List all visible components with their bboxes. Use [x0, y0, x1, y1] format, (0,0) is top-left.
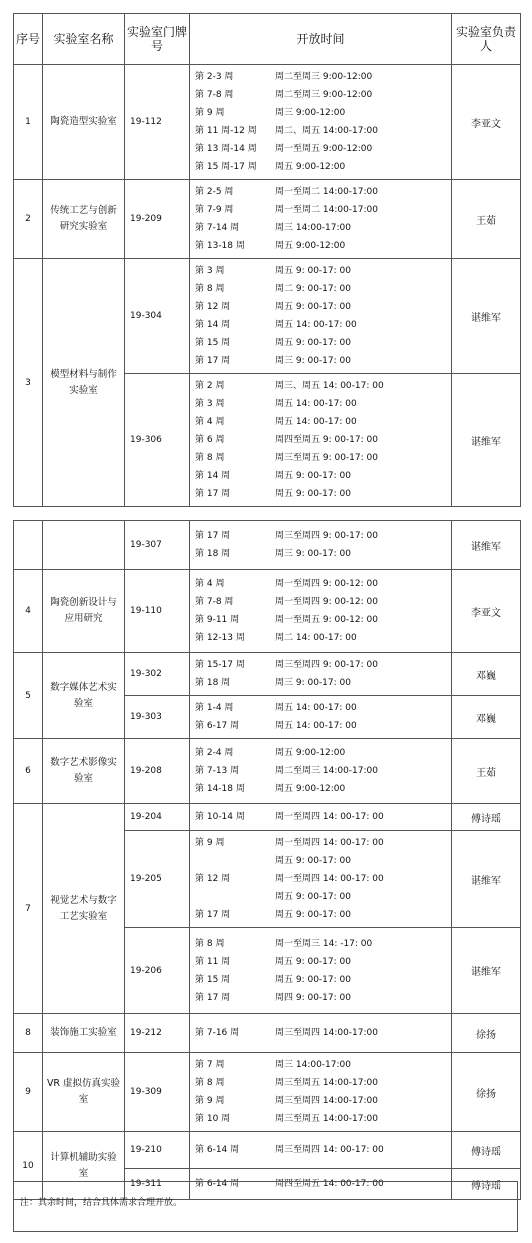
lab-name: 陶瓷创新设计与应用研究 — [43, 570, 125, 653]
manager: 谌维军 — [452, 521, 521, 570]
schedule-cell — [190, 259, 452, 374]
schedule-line — [195, 1110, 451, 1128]
schedule-line — [195, 377, 451, 395]
schedule-line — [195, 201, 451, 219]
lab-schedule-table-part1 — [13, 13, 521, 507]
schedule-days-time: 周三 9: 00-17: 00 — [275, 678, 351, 688]
manager: 邓巍 — [452, 653, 521, 696]
schedule-line — [195, 140, 451, 158]
lab-name: 模型材料与制作实验室 — [43, 259, 125, 507]
schedule-weeks: 第 1-4 周 — [195, 703, 234, 713]
schedule-weeks: 第 12-13 周 — [195, 633, 245, 643]
schedule-line — [195, 1141, 451, 1159]
schedule-line — [195, 762, 451, 780]
row-no: 10 — [14, 1132, 43, 1200]
room-number: 19-205 — [125, 831, 190, 928]
manager: 王茹 — [452, 739, 521, 804]
header-room: 实验室门牌号 — [125, 14, 190, 65]
schedule-days-time: 周四至周五 14: 00-17: 00 — [275, 1179, 384, 1189]
schedule-cell — [190, 65, 452, 180]
lab-name: 数字艺术影像实验室 — [43, 739, 125, 804]
schedule-days-time: 周五 9: 00-17: 00 — [275, 910, 351, 920]
lab-name — [43, 521, 125, 570]
schedule-weeks: 第 8 周 — [195, 938, 225, 949]
schedule-days-time: 周五 9: 00-17: 00 — [275, 471, 351, 481]
header-no: 序号 — [14, 14, 43, 65]
schedule-cell — [190, 739, 452, 804]
schedule-line — [195, 808, 451, 826]
row-no: 9 — [14, 1053, 43, 1132]
row-no: 7 — [14, 804, 43, 1014]
schedule-days-time: 周五 14: 00-17: 00 — [275, 703, 357, 713]
schedule-line — [195, 280, 451, 298]
schedule-days-time: 周三至周五 14:00-17:00 — [275, 1114, 378, 1124]
schedule-cell — [190, 653, 452, 696]
schedule-line — [195, 629, 451, 647]
manager: 谌维军 — [452, 831, 521, 928]
schedule-weeks: 第 3 周 — [195, 266, 225, 276]
schedule-line — [195, 1056, 451, 1074]
schedule-line — [195, 395, 451, 413]
schedule-days-time: 周五 9:00-12:00 — [275, 162, 346, 172]
schedule-days-time: 周三、周五 14: 00-17: 00 — [275, 381, 384, 391]
schedule-line — [195, 717, 451, 735]
schedule-weeks: 第 12 周 — [195, 302, 231, 312]
schedule-days-time: 周一至周四 9: 00-12: 00 — [275, 597, 378, 607]
schedule-weeks: 第 7-16 周 — [195, 1028, 240, 1038]
lab-name: 陶瓷造型实验室 — [43, 65, 125, 180]
schedule-line — [195, 888, 451, 906]
manager: 邓巍 — [452, 696, 521, 739]
manager: 谌维军 — [452, 374, 521, 507]
schedule-line — [195, 86, 451, 104]
room-number: 19-212 — [125, 1014, 190, 1053]
lab-name: 计算机辅助实验室 — [43, 1132, 125, 1200]
schedule-days-time: 周一至周二 14:00-17:00 — [275, 187, 378, 197]
schedule-line — [195, 449, 451, 467]
schedule-weeks: 第 18 周 — [195, 678, 231, 688]
schedule-weeks: 第 7-13 周 — [195, 766, 240, 776]
schedule-days-time: 周一至周五 9:00-12:00 — [275, 144, 373, 154]
schedule-line — [195, 989, 451, 1007]
schedule-days-time: 周二 9: 00-17: 00 — [275, 284, 351, 294]
schedule-weeks: 第 6 周 — [195, 435, 225, 445]
schedule-days-time: 周五 14: 00-17: 00 — [275, 721, 357, 731]
schedule-line — [195, 1092, 451, 1110]
row-no: 5 — [14, 653, 43, 739]
schedule-line — [195, 158, 451, 176]
manager: 谌维军 — [452, 259, 521, 374]
room-number: 19-206 — [125, 928, 190, 1014]
manager: 傅诗瑶 — [452, 1169, 521, 1200]
schedule-days-time: 周五 9: 00-17: 00 — [275, 338, 351, 348]
schedule-weeks: 第 9 周 — [195, 838, 225, 848]
room-number: 19-210 — [125, 1132, 190, 1169]
lab-name: 装饰施工实验室 — [43, 1014, 125, 1053]
schedule-cell — [190, 1014, 452, 1053]
schedule-line — [195, 870, 451, 888]
manager: 徐扬 — [452, 1053, 521, 1132]
schedule-line — [195, 780, 451, 798]
row-no: 1 — [14, 65, 43, 180]
schedule-line — [195, 431, 451, 449]
schedule-weeks: 第 17 周 — [195, 531, 231, 541]
schedule-weeks: 第 10-14 周 — [195, 812, 245, 822]
schedule-days-time: 周五 9:00-12:00 — [275, 784, 346, 794]
lab-name: VR 虚拟仿真实验室 — [43, 1053, 125, 1132]
schedule-cell — [190, 928, 452, 1014]
schedule-days-time: 周一至周二 14:00-17:00 — [275, 205, 378, 215]
schedule-days-time: 周五 9: 00-17: 00 — [275, 856, 351, 866]
room-number: 19-110 — [125, 570, 190, 653]
schedule-days-time: 周三 14:00-17:00 — [275, 223, 351, 233]
schedule-weeks: 第 17 周 — [195, 489, 231, 499]
schedule-days-time: 周三至周四 9: 00-17: 00 — [275, 660, 378, 670]
room-number: 19-209 — [125, 180, 190, 259]
schedule-days-time: 周五 9:00-12:00 — [275, 241, 346, 251]
schedule-line — [195, 352, 451, 370]
schedule-days-time: 周四至周五 9: 00-17: 00 — [275, 435, 378, 445]
schedule-weeks: 第 7-8 周 — [195, 90, 234, 100]
manager: 傅诗瑶 — [452, 804, 521, 831]
header-lab-name: 实验室名称 — [43, 14, 125, 65]
schedule-weeks: 第 15-17 周 — [195, 660, 245, 670]
room-number: 19-204 — [125, 804, 190, 831]
schedule-cell — [190, 180, 452, 259]
room-number: 19-112 — [125, 65, 190, 180]
schedule-weeks: 第 7-14 周 — [195, 223, 240, 233]
schedule-weeks: 第 6-14 周 — [195, 1179, 240, 1189]
manager: 谌维军 — [452, 928, 521, 1014]
schedule-line — [195, 1024, 451, 1042]
schedule-weeks — [195, 852, 275, 870]
schedule-weeks: 第 7 周 — [195, 1060, 225, 1070]
manager: 李亚文 — [452, 570, 521, 653]
schedule-days-time: 周三至周四 14: 00-17: 00 — [275, 1145, 384, 1155]
schedule-weeks: 第 15 周 — [195, 338, 231, 348]
schedule-weeks: 第 18 周 — [195, 549, 231, 559]
schedule-weeks: 第 2-5 周 — [195, 187, 234, 197]
schedule-weeks: 第 17 周 — [195, 910, 231, 920]
schedule-weeks: 第 11 周 — [195, 956, 231, 967]
table-row — [14, 1014, 521, 1053]
schedule-weeks: 第 7-8 周 — [195, 597, 234, 607]
schedule-weeks: 第 2-4 周 — [195, 748, 234, 758]
manager: 王茹 — [452, 180, 521, 259]
schedule-line — [195, 953, 451, 971]
schedule-days-time: 周三 9: 00-17: 00 — [275, 549, 351, 559]
schedule-days-time: 周二、周五 14:00-17:00 — [275, 126, 378, 136]
schedule-days-time: 周三至周四 14:00-17:00 — [275, 1096, 378, 1106]
schedule-line — [195, 611, 451, 629]
schedule-line — [195, 906, 451, 924]
schedule-days-time: 周五 9: 00-17: 00 — [275, 302, 351, 312]
schedule-weeks: 第 6-17 周 — [195, 721, 240, 731]
schedule-weeks: 第 4 周 — [195, 417, 225, 427]
schedule-line — [195, 183, 451, 201]
schedule-weeks: 第 2-3 周 — [195, 72, 234, 82]
schedule-line — [195, 575, 451, 593]
schedule-cell — [190, 804, 452, 831]
schedule-weeks: 第 9-11 周 — [195, 615, 240, 625]
table-row — [14, 804, 521, 831]
schedule-weeks: 第 17 周 — [195, 992, 231, 1003]
schedule-line — [195, 237, 451, 255]
schedule-line — [195, 334, 451, 352]
lab-name: 数字媒体艺术实验室 — [43, 653, 125, 739]
schedule-days-time: 周一至周五 9: 00-12: 00 — [275, 615, 378, 625]
manager: 徐扬 — [452, 1014, 521, 1053]
schedule-cell — [190, 374, 452, 507]
schedule-days-time: 周一至周三 14: -17: 00 — [275, 938, 373, 949]
schedule-days-time: 周三 9:00-12:00 — [275, 108, 346, 118]
table-row — [14, 180, 521, 259]
schedule-cell — [190, 1053, 452, 1132]
schedule-days-time: 周五 9: 00-17: 00 — [275, 266, 351, 276]
header-open-time: 开放时间 — [190, 14, 452, 65]
room-number: 19-307 — [125, 521, 190, 570]
schedule-line — [195, 298, 451, 316]
lab-name: 视觉艺术与数字工艺实验室 — [43, 804, 125, 1014]
schedule-cell — [190, 570, 452, 653]
schedule-line — [195, 262, 451, 280]
schedule-weeks: 第 2 周 — [195, 381, 225, 391]
schedule-days-time: 周一至周四 9: 00-12: 00 — [275, 579, 378, 589]
schedule-line — [195, 1074, 451, 1092]
schedule-line — [195, 935, 451, 953]
row-no — [14, 521, 43, 570]
schedule-weeks: 第 13 周-14 周 — [195, 144, 257, 154]
schedule-weeks: 第 10 周 — [195, 1114, 231, 1124]
schedule-weeks: 第 14-18 周 — [195, 784, 245, 794]
schedule-days-time: 周四 9: 00-17: 00 — [275, 992, 351, 1003]
row-no: 3 — [14, 259, 43, 507]
schedule-line — [195, 699, 451, 717]
schedule-weeks: 第 15 周 — [195, 974, 231, 985]
schedule-line — [195, 834, 451, 852]
row-no: 2 — [14, 180, 43, 259]
schedule-line — [195, 316, 451, 334]
schedule-cell — [190, 521, 452, 570]
manager: 李亚文 — [452, 65, 521, 180]
row-no: 8 — [14, 1014, 43, 1053]
schedule-days-time: 周三至周五 14:00-17:00 — [275, 1078, 378, 1088]
schedule-weeks: 第 12 周 — [195, 874, 231, 884]
schedule-line — [195, 122, 451, 140]
schedule-weeks: 第 8 周 — [195, 1078, 225, 1088]
schedule-line — [195, 593, 451, 611]
schedule-line — [195, 104, 451, 122]
table-row — [14, 1132, 521, 1169]
schedule-days-time: 周五 14: 00-17: 00 — [275, 399, 357, 409]
schedule-line — [195, 413, 451, 431]
row-no: 6 — [14, 739, 43, 804]
room-number: 19-302 — [125, 653, 190, 696]
room-number: 19-309 — [125, 1053, 190, 1132]
schedule-days-time: 周五 14: 00-17: 00 — [275, 320, 357, 330]
table-row — [14, 1053, 521, 1132]
room-number: 19-208 — [125, 739, 190, 804]
schedule-weeks: 第 14 周 — [195, 471, 231, 481]
schedule-weeks: 第 8 周 — [195, 453, 225, 463]
schedule-weeks: 第 14 周 — [195, 320, 231, 330]
schedule-line — [195, 852, 451, 870]
schedule-days-time: 周一至周四 14: 00-17: 00 — [275, 874, 384, 884]
schedule-days-time: 周二 14: 00-17: 00 — [275, 633, 357, 643]
schedule-cell — [190, 1132, 452, 1169]
schedule-days-time: 周三 14:00-17:00 — [275, 1060, 351, 1070]
schedule-days-time: 周二至周三 9:00-12:00 — [275, 90, 373, 100]
schedule-days-time: 周五 9: 00-17: 00 — [275, 892, 351, 902]
room-number: 19-311 — [125, 1169, 190, 1200]
lab-name: 传统工艺与创新研究实验室 — [43, 180, 125, 259]
schedule-days-time: 周五 9:00-12:00 — [275, 748, 346, 758]
schedule-weeks: 第 6-14 周 — [195, 1145, 240, 1155]
schedule-line — [195, 485, 451, 503]
schedule-days-time: 周一至周四 14: 00-17: 00 — [275, 812, 384, 822]
room-number: 19-306 — [125, 374, 190, 507]
schedule-line — [195, 971, 451, 989]
schedule-days-time: 周五 9: 00-17: 00 — [275, 974, 351, 985]
lab-schedule-table-part2 — [13, 520, 521, 1200]
table-row — [14, 521, 521, 570]
schedule-line — [195, 674, 451, 692]
schedule-days-time: 周三至周四 14:00-17:00 — [275, 1028, 378, 1038]
schedule-days-time: 周五 14: 00-17: 00 — [275, 417, 357, 427]
schedule-line — [195, 68, 451, 86]
table-row — [14, 259, 521, 374]
schedule-line — [195, 656, 451, 674]
header-manager: 实验室负责人 — [452, 14, 521, 65]
schedule-weeks: 第 3 周 — [195, 399, 225, 409]
schedule-line — [195, 527, 451, 545]
table-row — [14, 653, 521, 696]
schedule-weeks: 第 7-9 周 — [195, 205, 234, 215]
schedule-weeks: 第 4 周 — [195, 579, 225, 589]
schedule-days-time: 周一至周四 14: 00-17: 00 — [275, 838, 384, 848]
schedule-weeks: 第 13-18 周 — [195, 241, 245, 251]
room-number: 19-304 — [125, 259, 190, 374]
schedule-days-time: 周五 9: 00-17: 00 — [275, 489, 351, 499]
schedule-weeks: 第 9 周 — [195, 1096, 225, 1106]
header-row — [14, 14, 521, 65]
schedule-weeks: 第 17 周 — [195, 356, 231, 366]
schedule-cell — [190, 696, 452, 739]
row-no: 4 — [14, 570, 43, 653]
schedule-weeks — [195, 888, 275, 906]
table-row — [14, 739, 521, 804]
schedule-line — [195, 219, 451, 237]
table-row — [14, 65, 521, 180]
schedule-line — [195, 744, 451, 762]
schedule-days-time: 周三至周五 9: 00-17: 00 — [275, 453, 378, 463]
schedule-days-time: 周二至周三 9:00-12:00 — [275, 72, 373, 82]
schedule-weeks: 第 15 周-17 周 — [195, 162, 257, 172]
schedule-days-time: 周三至周四 9: 00-17: 00 — [275, 531, 378, 541]
schedule-days-time: 周三 9: 00-17: 00 — [275, 356, 351, 366]
schedule-days-time: 周二至周三 14:00-17:00 — [275, 766, 378, 776]
schedule-line — [195, 467, 451, 485]
schedule-line — [195, 545, 451, 563]
schedule-weeks: 第 9 周 — [195, 108, 225, 118]
schedule-weeks: 第 11 周-12 周 — [195, 126, 257, 136]
schedule-days-time: 周五 9: 00-17: 00 — [275, 956, 351, 967]
table-row — [14, 570, 521, 653]
room-number: 19-303 — [125, 696, 190, 739]
footnote: 注：其余时间，结合具体需求合理开放。 — [13, 1181, 518, 1232]
schedule-weeks: 第 8 周 — [195, 284, 225, 294]
schedule-cell — [190, 831, 452, 928]
manager: 傅诗瑶 — [452, 1132, 521, 1169]
